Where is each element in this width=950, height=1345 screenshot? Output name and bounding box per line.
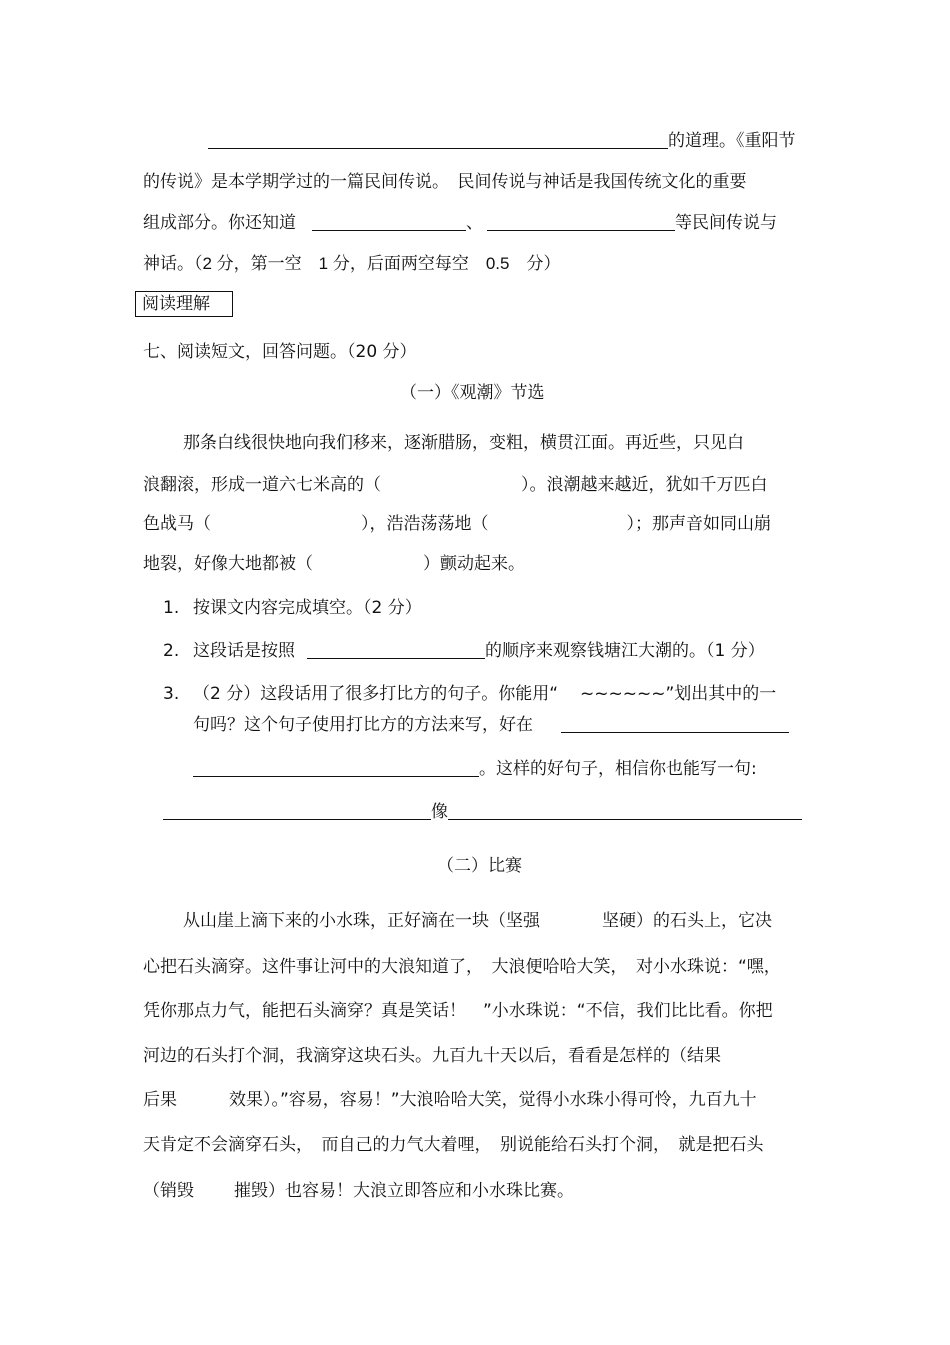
q7-heading: 七、阅读短文，回答问题。（20 分）: [143, 342, 417, 362]
q1-number: 1.: [163, 598, 180, 618]
text: ）。浪潮越来越近，犹如千万匹白: [521, 475, 768, 495]
text: 组成部分。你还知道: [143, 213, 296, 233]
text: 效果）。”容易，容易！”大浪哈哈大笑，觉得小水珠小得可怜，九百九十: [229, 1090, 757, 1110]
answer-blank[interactable]: [163, 801, 431, 820]
text: 坚硬）的石头上，它决: [602, 911, 772, 931]
section-label: 阅读理解: [135, 291, 233, 317]
text: ”划出其中的一: [665, 684, 777, 704]
text: ）；那声音如同山崩: [626, 514, 771, 534]
p1-line-4: [143, 553, 525, 575]
p2-line-5: [143, 1089, 757, 1111]
q2-number: 2.: [163, 641, 180, 661]
text: 的顺序来观察钱塘江大潮的。（1 分）: [485, 641, 765, 661]
q2-text: [193, 640, 765, 662]
p2-line-7: [143, 1180, 574, 1202]
text: 摧毁）也容易！大浪立即答应和小水珠比赛。: [234, 1181, 574, 1201]
text: 、: [466, 213, 483, 233]
top-line-3: [143, 212, 777, 234]
top-line-1: [208, 130, 796, 152]
q3-text-line-2: [193, 714, 789, 736]
answer-blank[interactable]: [487, 212, 675, 231]
wavy-underline-mark: ~~~~~~: [580, 684, 666, 704]
text: 浪翻滚，形成一道六七米高的（: [143, 475, 381, 495]
text: 等民间传说与: [675, 213, 777, 233]
p1-line-1: 那条白线很快地向我们移来，逐渐腊肠，变粗，横贯江面。再近些，只见白: [183, 433, 744, 453]
top-line-4: 神话。（2 分，第一空 1 分，后面两空每空 0.5 分）: [143, 254, 561, 273]
answer-blank[interactable]: [208, 130, 668, 149]
q1-text: 按课文内容完成填空。（2 分）: [193, 598, 422, 618]
text: 句吗？这个句子使用打比方的方法来写，好在: [193, 715, 533, 735]
text: （销毁: [143, 1181, 194, 1201]
q3-text-line-1: [193, 683, 776, 705]
passage1-title: （一）《观潮》节选: [400, 383, 545, 403]
text: 像: [431, 802, 448, 822]
text: 色战马（: [143, 514, 211, 534]
text: 的道理。《重阳节: [668, 131, 796, 151]
q3-number: 3.: [163, 684, 180, 704]
p1-line-2: [143, 474, 768, 496]
answer-blank[interactable]: [312, 212, 466, 231]
q3-text-line-4: [163, 801, 802, 823]
text: ）颤动起来。: [423, 554, 525, 574]
answer-blank[interactable]: [561, 714, 789, 733]
answer-blank[interactable]: [193, 758, 479, 777]
q3-text-line-3: [193, 758, 757, 780]
answer-blank[interactable]: [448, 801, 802, 820]
text: 后果: [143, 1090, 177, 1110]
text: 。这样的好句子，相信你也能写一句:: [479, 759, 757, 779]
text: 这段话是按照: [193, 641, 295, 661]
p2-line-1: [183, 910, 772, 932]
answer-blank[interactable]: [307, 640, 485, 659]
p2-line-3: 凭你那点力气，能把石头滴穿？真是笑话！ ”小水珠说：“不信，我们比比看。你把: [143, 1001, 773, 1021]
text: ），浩浩荡荡地（: [361, 514, 489, 534]
p2-line-4: 河边的石头打个洞，我滴穿这块石头。九百九十天以后，看看是怎样的（结果: [143, 1046, 721, 1066]
p1-line-3: [143, 513, 771, 535]
text: 从山崖上滴下来的小水珠，正好滴在一块（坚强: [183, 911, 540, 931]
p2-line-2: 心把石头滴穿。这件事让河中的大浪知道了， 大浪便哈哈大笑， 对小水珠说：“嘿，: [143, 957, 781, 977]
text: 地裂，好像大地都被（: [143, 554, 313, 574]
passage2-title: （二）比赛: [437, 856, 522, 876]
text: （2 分）这段话用了很多打比方的句子。你能用“: [193, 684, 559, 704]
top-line-2: 的传说》是本学期学过的一篇民间传说。 民间传说与神话是我国传统文化的重要: [143, 172, 747, 192]
p2-line-6: 天肯定不会滴穿石头， 而自己的力气大着哩， 别说能给石头打个洞， 就是把石头: [143, 1135, 764, 1155]
